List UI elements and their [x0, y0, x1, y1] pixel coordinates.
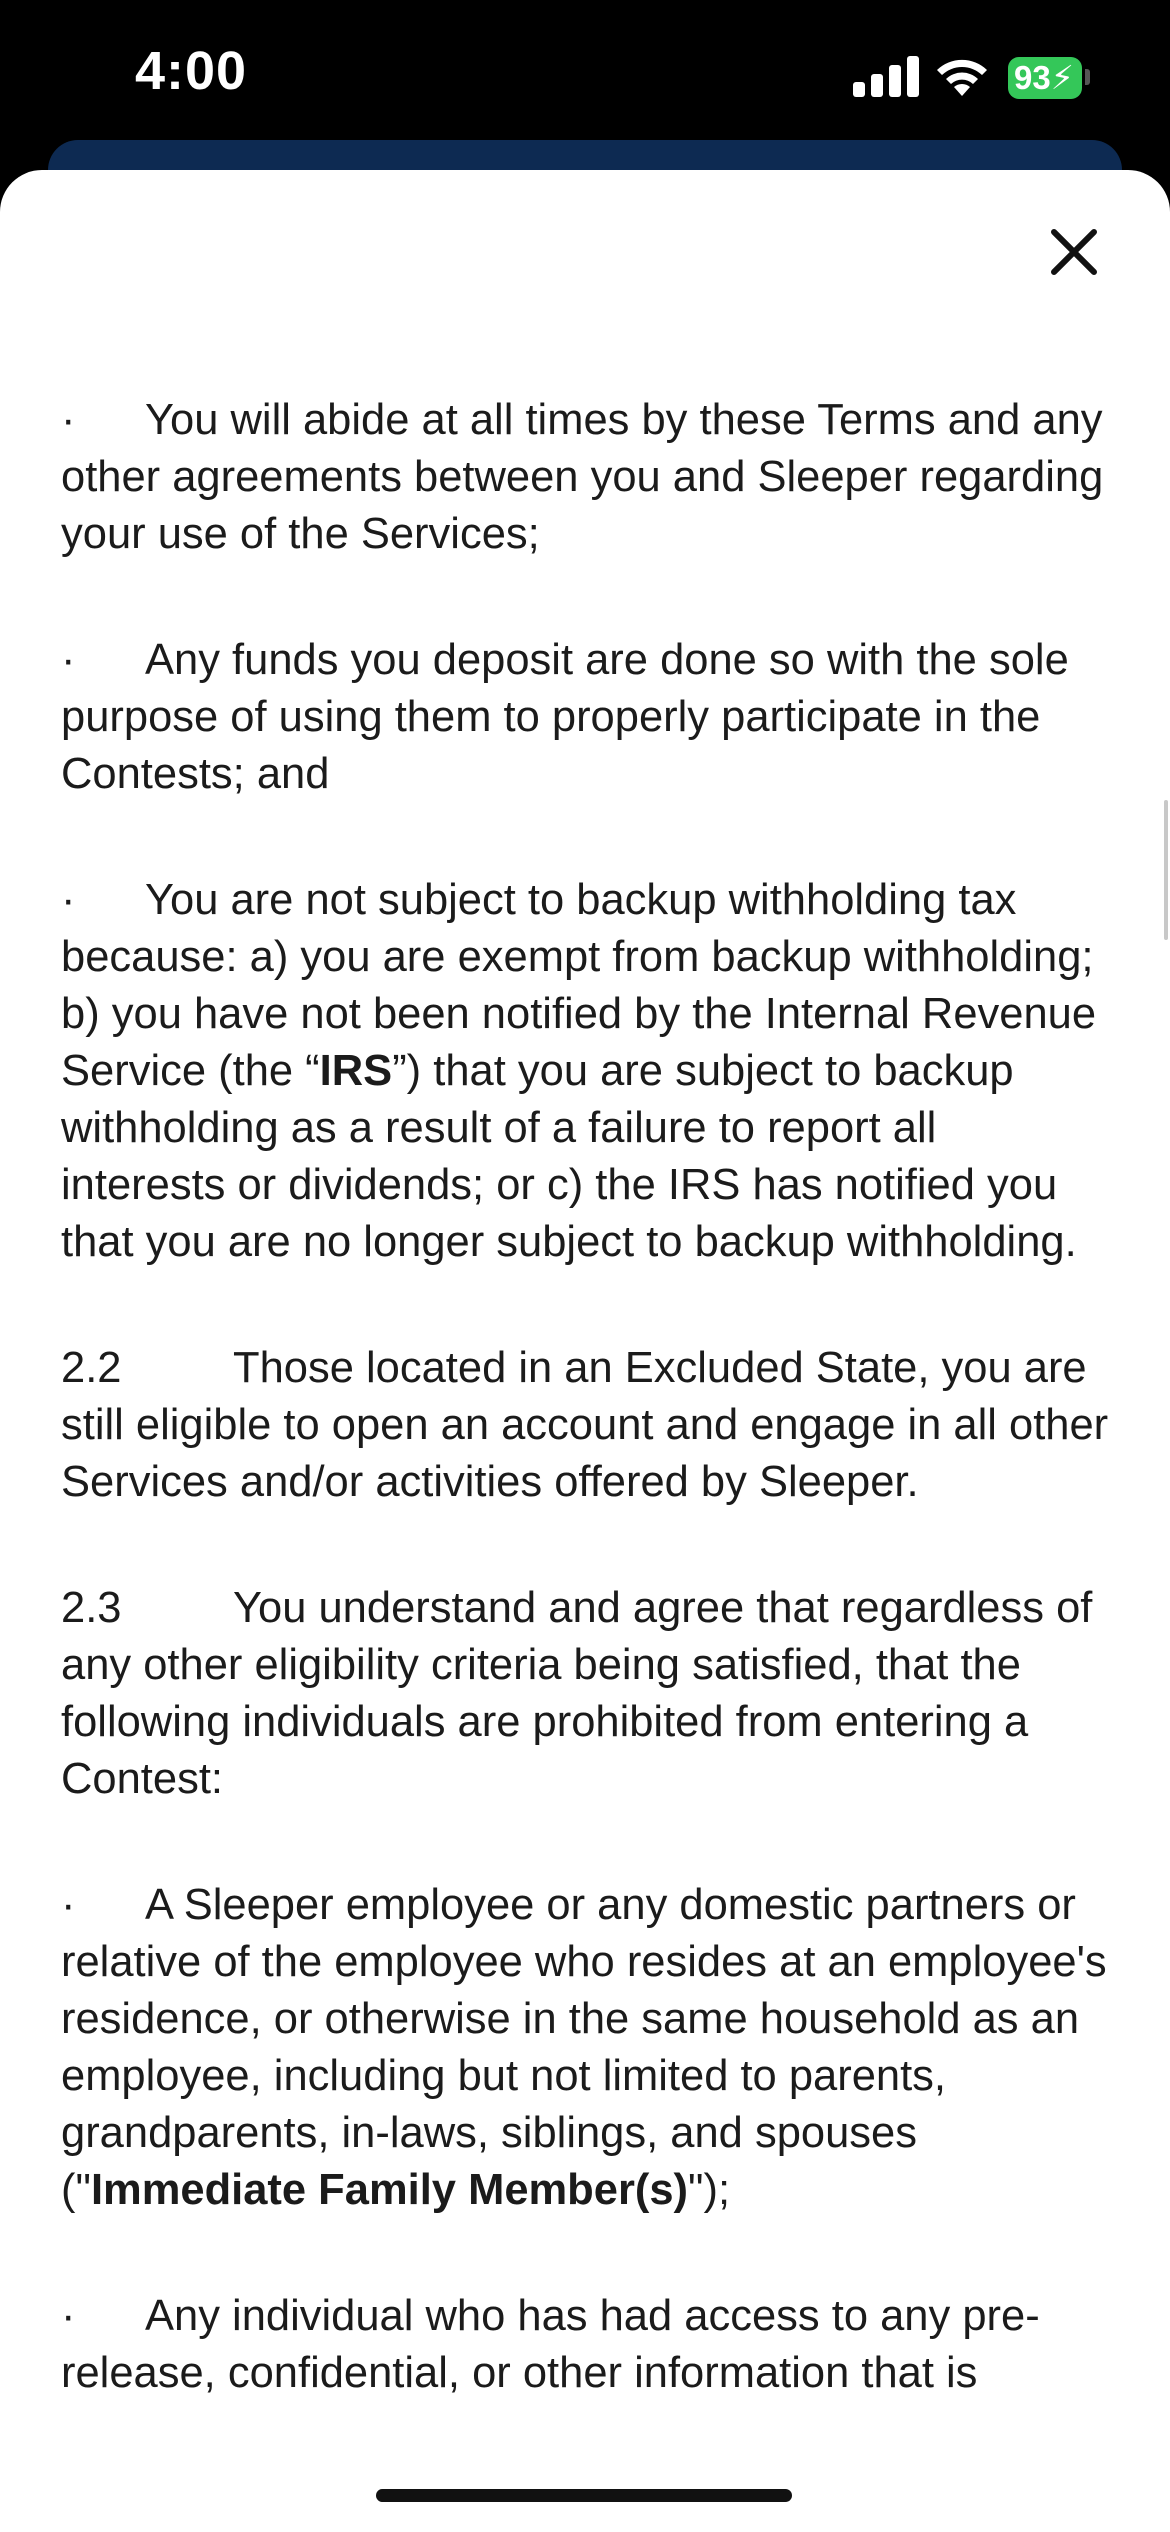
- section-number: 2.3: [61, 1584, 122, 1632]
- terms-bullet-item: [61, 872, 1109, 1271]
- terms-bullet-item: [61, 1877, 1109, 2219]
- defined-term: Immediate Family Member(s): [90, 2166, 689, 2214]
- status-bar: [0, 0, 1170, 150]
- charging-bolt-icon: ⚡: [1050, 59, 1074, 96]
- section-number: 2.2: [61, 1344, 122, 1392]
- terms-bullet-item: [61, 632, 1109, 803]
- terms-text: Any funds you deposit are done so with the sole purpose of using them to properly participate in the Contests; and: [61, 636, 1069, 798]
- battery-icon: [1008, 57, 1082, 99]
- battery-cap: [1085, 69, 1090, 85]
- terms-text: You will abide at all times by these Terms and any other agreements between you and Sleeper regarding your use of the Services;: [61, 396, 1104, 558]
- terms-text: You understand and agree that regardless of any other eligibility criteria being satisfied, that the following individuals are prohibited from entering a Contest:: [61, 1584, 1093, 1803]
- terms-text: Those located in an Excluded State, you are still eligible to open an account and engage in all other Services and/or activities offered by Sleeper.: [61, 1344, 1109, 1506]
- terms-text: A Sleeper employee or any domestic partners or relative of the employee who resides at an employee's residence, or otherwise in the same household as an employee, including but not limited to parents, grandparents, in-laws, siblings, and spouses (": [61, 1881, 1107, 2214]
- close-button[interactable]: [1044, 222, 1104, 282]
- bullet-marker: ·: [61, 1881, 76, 1929]
- defined-term: IRS: [319, 1047, 393, 1095]
- bullet-marker: ·: [61, 396, 76, 444]
- terms-numbered-item: [61, 1580, 1109, 1808]
- bullet-marker: ·: [61, 876, 76, 924]
- terms-text: Any individual who has had access to any pre-release, confidential, or other information that is: [61, 2292, 1040, 2397]
- terms-text: ”) that you are subject to backup withholding as a result of a failure to report all interests or dividends; or c) the IRS has notified you that you are no longer subject to backup withholding.: [61, 1047, 1077, 1266]
- scroll-indicator[interactable]: [1164, 800, 1168, 940]
- terms-text: You are not subject to backup withholding tax because: a) you are exempt from backup withholding; b) you have not been notified by the Internal Revenue Service (the “: [61, 876, 1097, 1095]
- wifi-icon: [934, 52, 990, 96]
- terms-text: ");: [688, 2166, 731, 2214]
- terms-content: [61, 392, 1109, 2471]
- bullet-marker: ·: [61, 2292, 76, 2340]
- battery-level: 93: [1014, 59, 1051, 96]
- status-time: 4:00: [135, 41, 248, 101]
- bullet-marker: ·: [61, 636, 76, 684]
- terms-bullet-item: [61, 2288, 1109, 2402]
- terms-numbered-item: [61, 1340, 1109, 1511]
- terms-bullet-item: [61, 392, 1109, 563]
- cellular-signal-icon: [853, 55, 919, 97]
- home-indicator[interactable]: [376, 2489, 792, 2502]
- close-icon: [1050, 228, 1098, 276]
